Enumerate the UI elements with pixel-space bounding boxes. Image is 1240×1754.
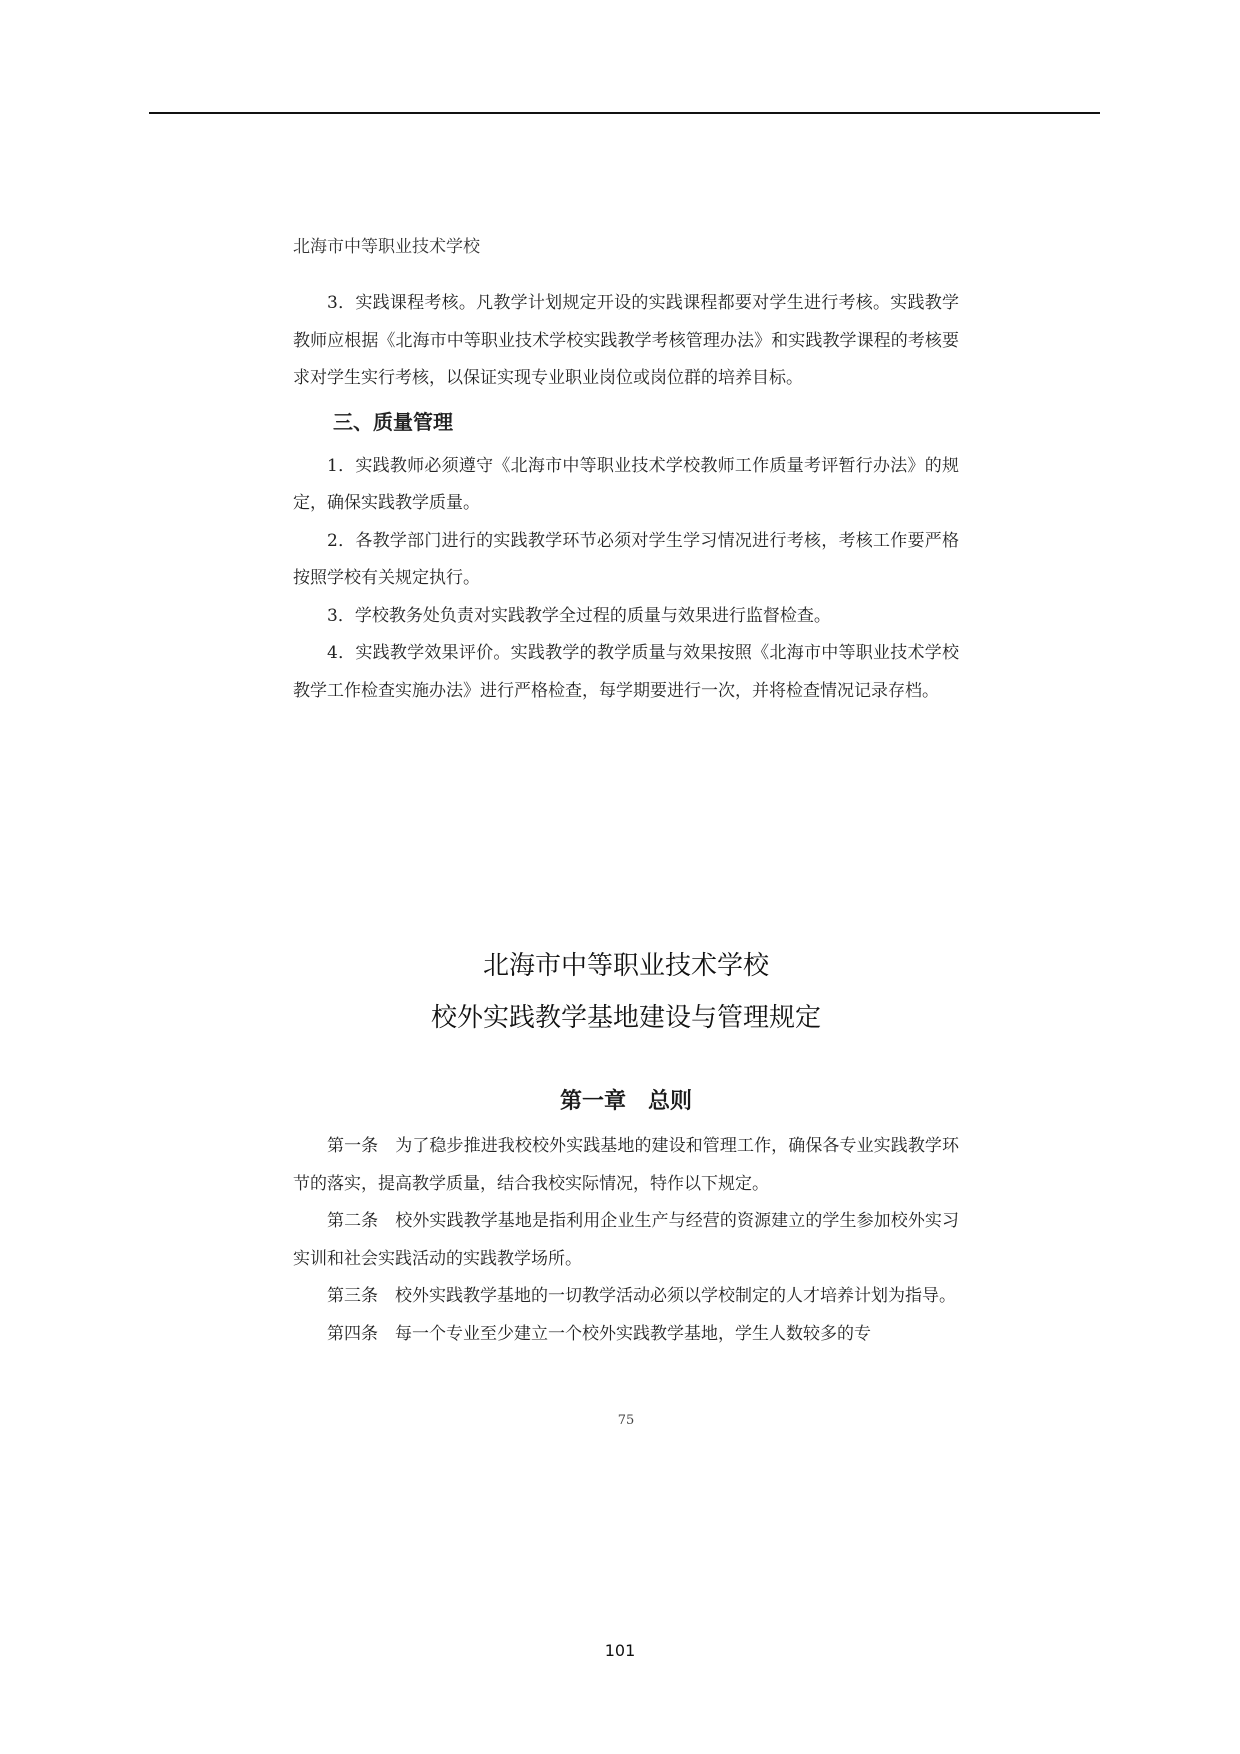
document-title-line1: 北海市中等职业技术学校 <box>482 951 769 981</box>
article-text: 每一个专业至少建立一个校外实践教学基地，学生人数较多的专 <box>395 1323 871 1344</box>
running-header: 北海市中等职业技术学校 <box>293 237 480 257</box>
article-paragraph <box>293 1203 959 1278</box>
body-block-articles <box>293 1128 959 1353</box>
document-title-line2: 校外实践教学基地建设与管理规定 <box>430 1003 821 1033</box>
page-number: 101 <box>604 1641 636 1660</box>
paragraph: 4．实践教学效果评价。实践教学的教学质量与效果按照《北海市中等职业技术学校教学工作检查实施办法》进行严格检查，每学期要进行一次，并将检查情况记录存档。 <box>293 643 959 701</box>
paragraph: 3．学校教务处负责对实践教学全过程的质量与效果进行监督检查。 <box>327 605 831 626</box>
inner-page-number: 75 <box>617 1413 635 1428</box>
article-label: 第二条 <box>327 1211 379 1231</box>
article-paragraph <box>293 1316 959 1354</box>
article-paragraph <box>293 1128 959 1203</box>
paragraph: 1．实践教师必须遵守《北海市中等职业技术学校教师工作质量考评暂行办法》的规定，确保实践教学质量。 <box>293 455 959 513</box>
article-paragraph <box>293 1278 959 1316</box>
section-heading: 三、质量管理 <box>333 409 453 434</box>
article-label: 第四条 <box>327 1323 378 1344</box>
paragraph: 2．各教学部门进行的实践教学环节必须对学生学习情况进行考核，考核工作要严格按照学校有关规定执行。 <box>293 530 959 588</box>
document-title <box>293 940 959 1044</box>
article-text: 校外实践教学基地是指利用企业生产与经营的资源建立的学生参加校外实习实训和社会实践活动的实践教学场所。 <box>293 1211 960 1269</box>
body-block-upper <box>293 285 959 710</box>
article-text: 校外实践教学基地的一切教学活动必须以学校制定的人才培养计划为指导。 <box>395 1286 956 1306</box>
chapter-title: 第一章 总则 <box>559 1089 692 1114</box>
header-rule <box>149 112 1100 114</box>
article-label: 第三条 <box>327 1286 378 1306</box>
article-label: 第一条 <box>327 1136 379 1156</box>
article-text: 为了稳步推进我校校外实践基地的建设和管理工作，确保各专业实践教学环节的落实，提高教学质量，结合我校实际情况，特作以下规定。 <box>293 1136 960 1194</box>
paragraph: 3．实践课程考核。凡教学计划规定开设的实践课程都要对学生进行考核。实践教学教师应根据《北海市中等职业技术学校实践教学考核管理办法》和实践教学课程的考核要求对学生实行考核，以保证实现专业职业岗位或岗位群的培养目标。 <box>293 293 959 388</box>
